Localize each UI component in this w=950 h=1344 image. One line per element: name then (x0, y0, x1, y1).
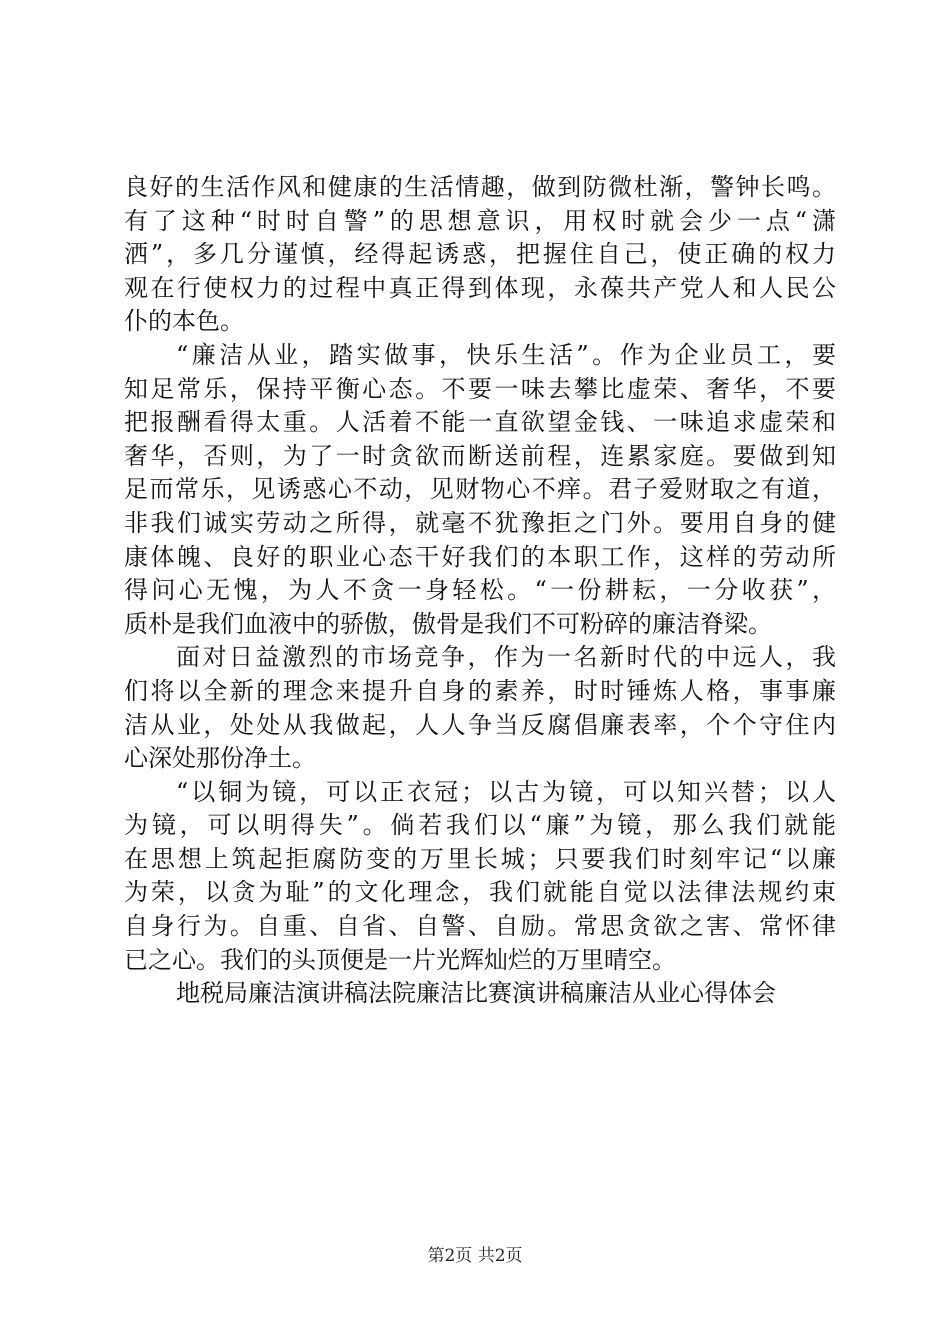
text-line: 有了这种“时时自警”的思想意识，用权时就会少一点“潇 (124, 206, 836, 235)
text-line: “以铜为镜，可以正衣冠；以古为镜，可以知兴替；以人 (176, 777, 836, 806)
text-line: 地税局廉洁演讲稿法院廉洁比赛演讲稿廉洁从业心得体会 (176, 979, 776, 1008)
text-line: 非我们诚实劳动之所得，就毫不犹豫拒之门外。要用自身的健 (124, 508, 836, 537)
text-line: 已之心。我们的头顶便是一片光辉灿烂的万里晴空。 (124, 945, 676, 974)
text-line: 知足常乐，保持平衡心态。不要一味去攀比虚荣、奢华，不要 (124, 374, 836, 403)
text-line: 洁从业，处处从我做起，人人争当反腐倡廉表率，个个守住内 (124, 710, 836, 739)
text-line: 自身行为。自重、自省、自警、自励。常思贪欲之害、常怀律 (124, 912, 836, 941)
document-body (124, 171, 836, 1011)
text-line: 足而常乐，见诱惑心不动，见财物心不痒。君子爱财取之有道， (124, 475, 836, 504)
text-line: 奢华，否则，为了一时贪欲而断送前程，连累家庭。要做到知 (124, 441, 836, 470)
text-line: 观在行使权力的过程中真正得到体现，永葆共产党人和人民公 (124, 273, 836, 302)
text-line: 为荣，以贪为耻”的文化理念，我们就能自觉以法律法规约束 (124, 878, 836, 907)
text-line: 为镜，可以明得失”。倘若我们以“廉”为镜，那么我们就能 (124, 811, 836, 840)
text-line: 心深处那份净土。 (124, 744, 316, 773)
text-line: 面对日益激烈的市场竞争，作为一名新时代的中远人，我 (176, 643, 836, 672)
text-line: 们将以全新的理念来提升自身的素养，时时锤炼人格，事事廉 (124, 676, 836, 705)
page-footer: 第2页 共2页 (427, 1246, 523, 1266)
text-line: 洒”，多几分谨慎，经得起诱惑，把握住自己，使正确的权力 (124, 240, 836, 269)
text-line: 得问心无愧，为人不贪一身轻松。“一份耕耘，一分收获”， (124, 576, 836, 605)
text-line: 在思想上筑起拒腐防变的万里长城；只要我们时刻牢记“以廉 (124, 844, 836, 873)
text-line: 质朴是我们血液中的骄傲，傲骨是我们不可粉碎的廉洁脊梁。 (124, 609, 772, 638)
text-line: 良好的生活作风和健康的生活情趣，做到防微杜渐，警钟长鸣。 (124, 173, 836, 201)
text-line: 康体魄、良好的职业心态干好我们的本职工作，这样的劳动所 (124, 542, 836, 571)
text-line: 把报酬看得太重。人活着不能一直欲望金钱、一味追求虚荣和 (124, 408, 836, 437)
text-line: “廉洁从业，踏实做事，快乐生活”。作为企业员工，要 (176, 340, 836, 369)
text-line: 仆的本色。 (124, 307, 244, 336)
